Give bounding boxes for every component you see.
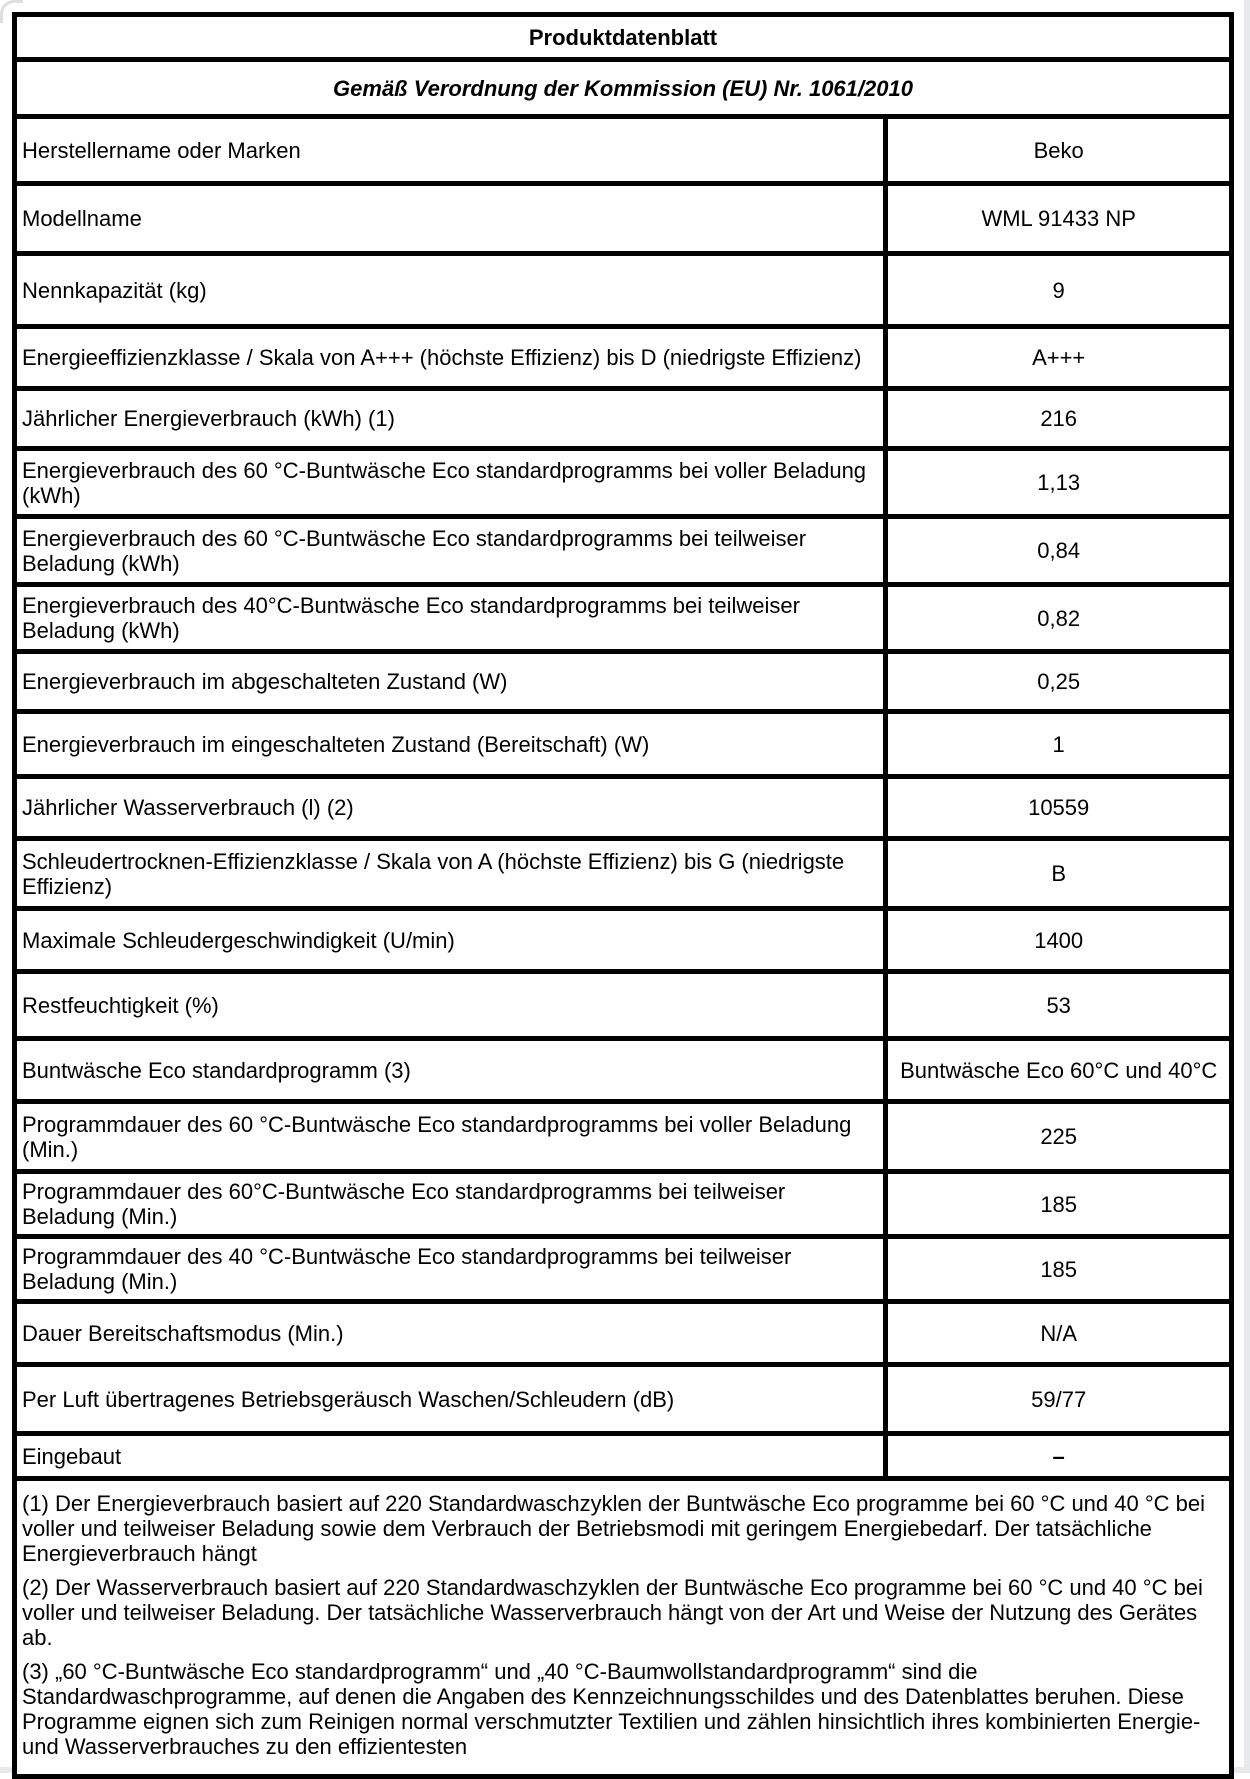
row-label: Jährlicher Energieverbrauch (kWh) (1) [15,389,886,449]
row-label: Energieverbrauch des 40°C-Buntwäsche Eco standardprogramms bei teilweiser Beladung (kWh) [15,585,886,652]
row-label: Programmdauer des 60 °C-Buntwäsche Eco standardprogramms bei voller Beladung (Min.) [15,1102,886,1172]
row-value: 0,82 [886,585,1232,652]
row-value: Buntwäsche Eco 60°C und 40°C [886,1039,1232,1102]
spec-rows-section [15,117,1232,1479]
row-value: 1400 [886,909,1232,972]
row-label: Maximale Schleudergeschwindigkeit (U/min) [15,909,886,972]
row-label: Modellname [15,184,886,254]
table-row [15,1172,1232,1237]
table-row [15,712,1232,777]
row-label: Energieeffizienzklasse / Skala von A+++ (höchste Effizienz) bis D (niedrigste Effizienz) [15,327,886,389]
row-value: 53 [886,972,1232,1039]
row-label: Per Luft übertragenes Betriebsgeräusch Waschen/Schleudern (dB) [15,1365,886,1434]
table-row [15,909,1232,972]
table-row [15,327,1232,389]
row-value: 0,25 [886,652,1232,712]
table-row [15,1039,1232,1102]
row-value: – [886,1434,1232,1479]
row-value: 185 [886,1172,1232,1237]
row-value: Beko [886,117,1232,184]
row-value: A+++ [886,327,1232,389]
row-value: 185 [886,1237,1232,1302]
table-row [15,1434,1232,1479]
row-value: 1 [886,712,1232,777]
footnote-3: (3) „60 °C-Buntwäsche Eco standardprogramm“ und „40 °C-Baumwollstandardprogramm“ sind die Standardwaschprogramme, auf denen die Angaben des Kennzeichnungsschildes und des Datenblattes beruhen. Diese Programme eignen sich zum Reinigen normal verschmutzter Textilien und zählen hinsichtlich ihres kombinierten Energie- und Wasserverbrauches zu den effizientesten [22,1659,1201,1759]
row-label: Programmdauer des 60°C-Buntwäsche Eco standardprogramms bei teilweiser Beladung (Min.) [15,1172,886,1237]
table-row [15,517,1232,585]
row-label: Energieverbrauch des 60 °C-Buntwäsche Eco standardprogramms bei voller Beladung (kWh) [15,449,886,517]
page-title: Produktdatenblatt [15,15,1232,60]
row-value: 0,84 [886,517,1232,585]
row-value: 1,13 [886,449,1232,517]
row-value: 216 [886,389,1232,449]
row-label: Restfeuchtigkeit (%) [15,972,886,1039]
subtitle-row [15,60,1232,117]
row-label: Eingebaut [15,1434,886,1479]
row-value: B [886,839,1232,909]
table-row [15,117,1232,184]
row-label: Buntwäsche Eco standardprogramm (3) [15,1039,886,1102]
row-value: 10559 [886,777,1232,839]
row-value: 225 [886,1102,1232,1172]
row-label: Jährlicher Wasserverbrauch (l) (2) [15,777,886,839]
table-row [15,449,1232,517]
table-row [15,777,1232,839]
table-row [15,389,1232,449]
footnotes-cell [15,1479,1232,1777]
table-row [15,585,1232,652]
table-row [15,1237,1232,1302]
table-row [15,184,1232,254]
row-value: N/A [886,1302,1232,1365]
row-label: Dauer Bereitschaftsmodus (Min.) [15,1302,886,1365]
row-label: Energieverbrauch des 60 °C-Buntwäsche Eco standardprogramms bei teilweiser Beladung (kWh) [15,517,886,585]
row-value: 59/77 [886,1365,1232,1434]
row-label: Energieverbrauch im abgeschalteten Zustand (W) [15,652,886,712]
datasheet-header [15,15,1232,117]
table-row [15,1302,1232,1365]
table-row [15,839,1232,909]
footnotes-row [15,1479,1232,1777]
page-edge-right [1244,0,1250,1773]
footnotes-section [15,1479,1232,1777]
page-subtitle: Gemäß Verordnung der Kommission (EU) Nr. 1061/2010 [15,60,1232,117]
row-label: Schleudertrocknen-Effizienzklasse / Skala von A (höchste Effizienz) bis G (niedrigste Effizienz) [15,839,886,909]
row-value: 9 [886,254,1232,327]
title-row [15,15,1232,60]
table-row [15,1102,1232,1172]
footnote-2: (2) Der Wasserverbrauch basiert auf 220 Standardwaschzyklen der Buntwäsche Eco programme bei 60 °C und 40 °C bei voller und teilweiser Beladung. Der tatsächliche Wasserverbrauch hängt von der Art und Weise der Nutzung des Gerätes ab. [22,1575,1203,1650]
table-row [15,254,1232,327]
row-label: Energieverbrauch im eingeschalteten Zustand (Bereitschaft) (W) [15,712,886,777]
table-row [15,652,1232,712]
table-row [15,972,1232,1039]
row-value: WML 91433 NP [886,184,1232,254]
row-label: Herstellername oder Marken [15,117,886,184]
row-label: Programmdauer des 40 °C-Buntwäsche Eco standardprogramms bei teilweiser Beladung (Min.) [15,1237,886,1302]
row-label: Nennkapazität (kg) [15,254,886,327]
footnote-1: (1) Der Energieverbrauch basiert auf 220 Standardwaschzyklen der Buntwäsche Eco programme bei 60 °C und 40 °C bei voller und teilweiser Beladung sowie dem Verbrauch der Betriebsmodi mit geringem Energiebedarf. Der tatsächliche Energieverbrauch hängt [22,1491,1206,1566]
product-datasheet-table [12,12,1234,1779]
table-row [15,1365,1232,1434]
